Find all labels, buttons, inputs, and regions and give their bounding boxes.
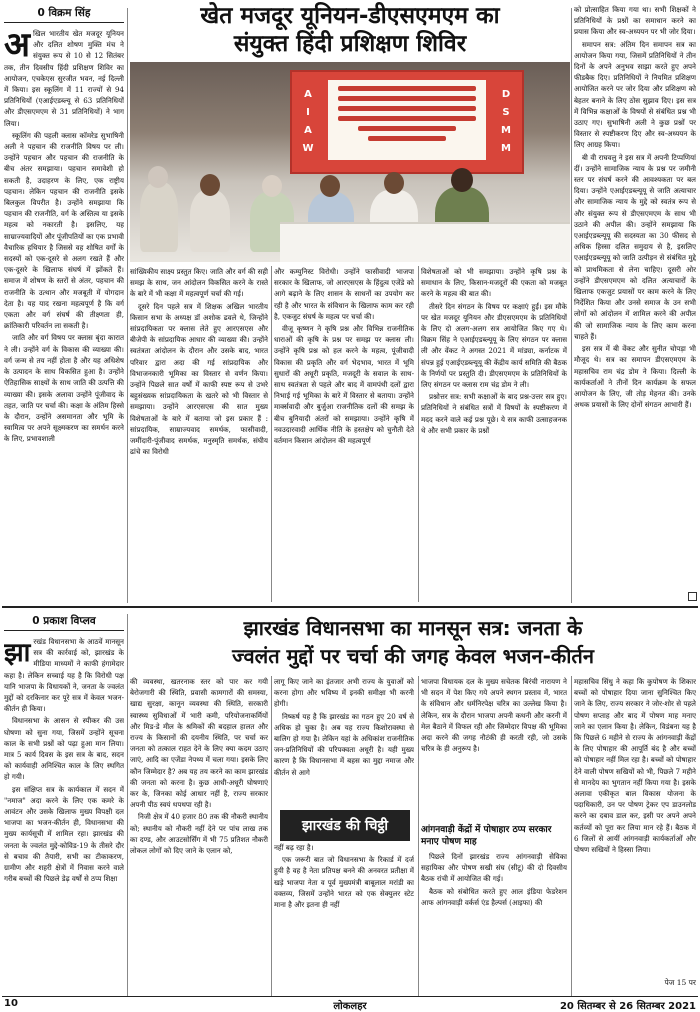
story2-dropcap: झा [4, 638, 31, 668]
masthead: लोकलहर [333, 1001, 367, 1012]
story2-col4b-para-2: बैठक को संबोधित करते हुए आल इंडिया फेडरेशन आफ आंगनवाड़ी वर्कर्स एंड हैल्पर्स (आइफा) की [421, 886, 567, 907]
story2-column-3-top [274, 676, 414, 806]
story1-col5-para-3: बी वी राघवलु ने इस सत्र में अपनी टिप्पणियां दीं। उन्होंने सामाजिक न्याय के प्रश्न पर जमीनी स्तर पर संघर्ष करने की आवश्यकता पर बल दिया। उन्होंने एआईएडब्ल्यूयू से जाति अत्याचार और सामाजिक न्याय के मुद्दे को स्वतंत्र रूप से और संयुक्त रूप से डीएसएमएम के साथ भी उठाने की अपील की। उन्होंने समझाया कि एआईएडब्ल्यूयू की सदस्यता का 30 फीसद से अधिक हिस्सा दलित समुदाय से है, इसलिए एआईएडब्ल्यूयू को जाति उत्पीड़न से संबंधित मुद्दे को प्राथमिकता से लेना चाहिए। दूसरी ओर उन्होंने डीएसएमएम को दलित अत्याचारों के खिलाफ एकजुट प्रयासों पर काम करने के लिए निर्देशित किया और उनसे समाज के उन सभी लोगों को आंदोलन में शामिल करने की अपील की जो सामाजिक न्याय के लिए काम करना चाहते हैं। [574, 152, 696, 341]
story2-col4a-para-1: भाजपा विधायक दल के मुख्य सचेतक बिरंची नारायण ने भी सदन में पेश किए गये अपने स्थगन प्रस्ताव में, भारत के संविधान और धर्मनिरपेक्ष चरित्र का उल्लेख किया है। लेकिन, सत्र के दौरान भाजपा अपनी कथनी और करनी में मेल बैठाने में विफल रही और जिम्मेदार विपक्ष की भूमिका अदा करने की जगह नौटंकी ही करती रही, जो उसके चरित्र के ही अनुरूप है। [421, 677, 567, 754]
story2-headline [130, 614, 696, 670]
continued-note: पेज 15 पर [664, 978, 696, 987]
story1-col1-para-1: खिल भारतीय खेत मजदूर यूनियन और दलित शोषण मुक्ति मंच ने संयुक्त रूप से 10 से 12 सितंबर तक, तीन दिवसीय हिंदी प्रशिक्षण शिविर का आयोजन, एचकेएस सुरजीत भवन, नई दिल्ली में किया। इस स्कूलिंग में 11 राज्यों से 94 प्रतिनिधियों (एआईएडब्ल्यू से 63 प्रतिनिधियों और डीएसएमएम से 31 प्रतिनिधियों) ने भाग लिया। [4, 29, 124, 128]
story2-byline: 0 प्रकाश विप्लव [4, 614, 124, 631]
story1-column-5 [574, 4, 696, 598]
story2-column-5 [574, 676, 696, 976]
story1-col4-para-3: प्रश्नोत्तर सत्र: सभी कक्षाओं के बाद प्रश्न-उत्तर सत्र हुए। प्रतिनिधियों ने संबंधित सत्रों में विषयों के स्पष्टीकरण में मदद करने वाले कई प्रश्न पूछे। ये सत्र काफी उत्साहजनक थे और सभी प्रकार के प्रश्नों [421, 392, 567, 435]
story2-col2-para-1: की व्यवस्था, खतरनाक स्तर को पार कर गयी बेरोजगारी की स्थिति, प्रवासी कामगारों की समस्या, खाद्य सुरक्षा, कानून व्यवस्था की स्थिति, सरकारी स्वास्थ्य सुविधाओं में भारी कमी, परियोजनाकर्मियों और मिड-डे मील के श्रमिकों की बदहाल हालत और राज्य के किसानों की दयनीय स्थिति, पर चर्चा कर जनता को तत्काल राहत देने के लिए क्या कदम उठाए जाएं, आदि का एजेंडा नेपथ्य में चला गया। इसके लिए कौन जिम्मेदार है? अब यह तय करने का काम झारखंड की जनता को करना है। कुछ आधी-अधूरी घोषणाएं कर के, जिनका कोई आधार नहीं है, राज्य सरकार अपनी पीठ स्वयं थपथपा रही है। [130, 677, 268, 810]
sub-story [421, 820, 567, 993]
story1-column-3 [274, 266, 414, 602]
story1-col5-para-2: समापन सत्र: अंतिम दिन समापन सत्र का आयोजन किया गया, जिसमें प्रतिनिधियों ने तीन दिनों के अपने अनुभव साझा करते हुए अपने फीडबैक दिए। प्रतिनिधियों ने नियमित प्रशिक्षण आयोजित करने पर जोर दिया और प्रशिक्षण को बेहतर बनाने के लिए ठोस सुझाव दिए। इस सत्र में विभिन्न कक्षाओं के विषयों से संबंधित प्रश्न भी उठाए गए। सुभाषिनी अली ने कुछ प्रश्नों पर विस्तार से स्पष्टीकरण दिए और स्व-अध्ययन के लिए आग्रह किया। [574, 39, 696, 150]
story2-col1-para-1: रखंड विधानसभा के आठवें मानसून सत्र की कार्रवाई को, झारखंड के मीडिया माध्यमों ने काफी हंगामेदार कहा है। लेकिन सच्चाई यह है कि विरोधी पक्ष यानि भाजपा के विधायकों ने, जनता के ज्वलंत मुद्दों को दरकिनार कर पूरे सत्र में केवल भजन-कीर्तन ही किया। [4, 637, 124, 714]
story1-col2-para-1: सांख्यिकीय साक्ष्य प्रस्तुत किए। जाति और वर्ग की सही समझ के साथ, जन आंदोलन विकसित करने के रास्ते के बारे में भी कक्षा में महत्वपूर्ण चर्चा की गई। [130, 267, 268, 299]
story1-headline [130, 2, 570, 58]
story1-headline-line2: संयुक्त हिंदी प्रशिक्षण शिविर [233, 31, 467, 57]
story1-column-4 [421, 266, 567, 602]
story2-col4b-para-1: पिछले दिनों झारखंड राज्य आंगनवाड़ी सेविका सहायिका और पोषण सखी संघ (सीटू) की दो दिवसीय बैठक रांची में आयोजित की गई। [421, 852, 567, 884]
event-banner: D S M M A I A W [290, 70, 524, 174]
story2-col1-para-3: इस संक्षिप्त सत्र के कार्यकाल में सदन में "नमाज" अदा करने के लिए एक कमरे के आवंटन और उसके खिलाफ मुख्य विपक्षी दल भाजपा का भजन-कीर्तन ही, विधानसभा की मुख्य कार्यसूची में शामिल रहा। झारखंड की जनता के ज्वलंत मुद्दे-कोविड-19 के तीसरे दौर से बचाव की तैयारी, सभी का टीकाकरण, ग्रामीण और शहरी क्षेत्रों में निवास करने वाले गरीब बच्चों की पिछले डेढ़ वर्षों से ठप्प शिक्षा [4, 784, 124, 884]
story1-col5-para-1: को प्रोत्साहित किया गया था। सभी शिक्षकों ने प्रतिनिधियों के प्रश्नों का समाधान करने का प्रयास किया और स्व-अध्ययन पर भी जोर दिया। [574, 5, 696, 37]
story2-col1-para-2: विधानसभा के आसन से स्पीकर की उस घोषणा को सुना गया, जिसमें उन्होंने सूचना काल के सभी प्रश्नों को पढ़ा हुआ मान लिया। मात्र 5 कार्य दिवस के इस सत्र के बाद, सदन को कार्यवाही अनिश्चित काल के लिए स्थगित हो गयी। [4, 716, 124, 782]
story2-col3a-para-1: लागू किए जाने का इंतजार अभी राज्य के युवाओं को करना होगा और भविष्य में इनकी समीक्षा भी करनी होगी। [274, 677, 414, 709]
story1-col4-para-2: तीसरे दिन संगठन के विषय पर कक्षाएं हुईं। इस मौके पर खेत मजदूर यूनियन और डीएसएमएम के प्रतिनिधियों के लिए दो अलग-अलग सत्र आयोजित किए गए थे। विक्रम सिंह ने एआईएडब्ल्यूयू के लिए संगठन पर क्लास ली और वेंकट ने अगस्त 2021 में मांड्या, कर्नाटक में संपन्न हुई एआईएडब्ल्यूयू की केंद्रीय कार्य समिति की बैठक के निर्णयों पर प्रस्तुति दी। डीएसएमएम के प्रतिनिधियों के लिए संगठन पर क्लास राम चंद्र डोम ने ली। [421, 301, 567, 390]
story1-col2-para-2: दूसरे दिन पहले सत्र में शिक्षक अखिल भारतीय किसान सभा के अध्यक्ष डॉ अशोक ढवले थे, जिन्होंने सांप्रदायिकता पर क्लास लेते हुए आरएसएस और बीजेपी के सांप्रदायिक आधार की व्याख्या की। उन्होंने स्वतंत्रता आंदोलन के दौरान और उसके बाद, भारत परिवार द्वारा अदा की गई सांप्रदायिक और विभाजनकारी भूमिका का विस्तार से वर्णन किया। उन्होंने पिछले सात वर्षों में काफी स्पष्ट रूप से उभरे बहुसंख्यक सांप्रदायिकता के खतरे को भी विस्तार से समझाया। उन्होंने आरएसएस की सात मुख्य विशेषताओं के बारे में बताया जो इस प्रकार हैं : सांप्रदायिक, साम्राज्यवाद समर्थक, फासीवादी, जमींदारी-पूंजीवाद समर्थक, मनुस्मृति समर्थक, संघीय ढांचे का विरोधी [130, 301, 268, 457]
story2-col5-para-1: महासचिव सिंधु ने कहा कि कुपोषण के शिकार बच्चों को पोषाहार दिया जाना सुनिश्चित किए जाने के लिए, राज्य सरकार ने जोर-शोर से पहले पोषण सप्ताह और बाद में पोषण माह मनाए जाने का एलान किया है। लेकिन, विडंबना यह है कि पिछले 6 महीने से राज्य के आंगनवाड़ी केंद्रों के लिए पोषाहार की आपूर्ति बंद है और बच्चों को पोषाहार नहीं मिल रहा है। बच्चों को पोषाहार देने वाली पोषण सखियों को भी, पिछले 7 महीने से मानदेय का भुगतान नहीं किया गया है। इसके अलावा एकीकृत बाल विकास योजना के पदाधिकारी, उन पर पोषण ट्रेकर एप डाउनलोड करने का दबाव डाल कर, इसी पर अपने अपने कर्तव्यों को पूरा कर लिया मान रहे हैं। बैठक में 6 जिलों से आयीं आंगनवाड़ी कार्यकर्ताओं और पोषण सखियों ने हिस्सा लिया। [574, 677, 696, 855]
story1-col5-para-4: इस सत्र में बी वेंकट और सुनीत चोपड़ा भी मौजूद थे। सत्र का समापन डीएसएमएम के महासचिव राम चंद्र डोम ने किया। दिल्ली के कार्यकर्ताओं ने तीनों दिन कार्यक्रम के सफल आयोजन के लिए, जी तोड़ मेहनत की। उनके अथक प्रयासों के लिए दोनों संगठन आभारी हैं। [574, 344, 696, 410]
story2-column-1 [4, 636, 124, 996]
story1-col3-para-1: और कम्युनिस्ट विरोधी। उन्होंने फासीवादी भाजपा सरकार के खिलाफ, जो आरएसएस के हिंदुत्व एजेंडे को आगे बढ़ाने के लिए शासन के साधनों का उपयोग कर रही है और भारत के संविधान के खिलाफ काम कर रही है, एकजुट संघर्ष के महत्व पर चर्चा की। [274, 267, 414, 321]
story1-column-2 [130, 266, 268, 602]
story1-dropcap: अ [4, 28, 30, 65]
story1-col1-para-3: जाति और वर्ग विषय पर क्लास बृंदा कारात ने ली। उन्होंने वर्ग के विकास की व्याख्या की। वर्ग जन्म से तय नहीं होता है और यह अधिशेष के उत्पादन के साथ विकसित हुआ है। उन्होंने ऐतिहासिक साक्ष्यों के साथ जाति की उत्पत्ति की व्याख्या की। इसके अलावा उन्होंने पूंजीवाद के तहत, जाति पर चर्चा की। कक्षा के अंतिम हिस्से के दौरान, उन्होंने असमानता और भूमि के स्वामित्व पर अपने सूक्ष्मकरण का समर्थन करने के लिए, प्रभावशाली [4, 333, 124, 444]
story1-col3-para-2: वीजू कृष्णन ने कृषि प्रश्न और विभिन्न राजनीतिक धाराओं की कृषि के प्रश्न पर समझ पर क्लास ली। उन्होंने कृषि प्रश्न को हल करने के महत्व, पूंजीवादी विकास की प्रकृति और वर्ग भेदभाव, भारत में भूमि सुधारों की अधूरी प्रकृति, मजदूरी के सवाल के साथ-साथ स्वतंत्रता से पहले और बाद में वामपंथी दलों द्वारा निभाई गई भूमिका के बारे में विस्तार से बताया। उन्होंने मार्क्सवादी और बुर्जुआ राजनीतिक दलों की समझ के बीच बुनियादी अंतरों को समझाया। उन्होंने कृषि में नवउदारवादी आर्थिक नीति के हस्तक्षेप को चुनौती देते वर्तमान किसान आंदोलन की महत्वपूर्ण [274, 324, 414, 446]
story2-col2-para-2: निजी क्षेत्र में 40 हजार 80 तक की नौकरी स्थानीय को; स्थानीय को नौकरी नहीं देने पर पांच लाख तक का दण्ड, और आउटसोर्सिंग में भी 75 प्रतिशत नौकरी लोकल लोगों को दिए जाने के एलान को, [130, 812, 268, 856]
story2-col3b-para-2: एक जरूरी बात जो विधानसभा के रिकार्ड में दर्ज हुयी है वह है नेता प्रतिपक्ष बनने की अनवरत प्रतीक्षा में खड़े भाजपा नेता व पूर्व मुख्यमंत्री बाबूलाल मरांडी का वक्तव्य, जिसमें उन्होंने भारत को एक सेक्युलर स्टेट माना है और इतना ही नहीं [274, 855, 414, 910]
boxed-title: झारखंड की चिट्ठी [280, 810, 410, 841]
story1-col1-para-2: स्कूलिंग की पहली क्लास कॉमरेड सुभाषिनी अली ने पहचान की राजनीति विषय पर ली। उन्होंने पहचान और पहचान की राजनीति के बीच अंतर समझाया। पहचान समावेशी हो सकती है, उदाहरण के लिए, एक राष्ट्रीय पहचान। लेकिन पहचान की राजनीति इसके बिलकुल विपरीत है। उन्होंने समझाया कि पहचान की राजनीति, वर्ग के अस्तित्व या इसके महत्व को नकारती है। इसलिए, यह साम्राज्यवादियों और पूंजीपतियों का एक प्रभावी वैचारिक हथियार है जिससे वह शोषित वर्गों के सदस्यों को एक-दूसरे से अलग रखते हैं और एक-दूसरे के खिलाफ संघर्ष में झोंकते हैं। समाज में शोषण के स्तरों से अंतर, पहचान की राजनीति के उत्थान और मजबूती में योगदान देता है। यह याद रखना महत्वपूर्ण है कि वर्ग एकता और वर्ग संघर्ष की तीक्ष्णता ही, क्रांतिकारी परिवर्तन ला सकती है। [4, 130, 124, 331]
story2-headline-line1: झारखंड विधानसभा का मानसून सत्र: जनता के [243, 616, 583, 640]
story2-headline-line2: ज्वलंत मुद्दों पर चर्चा की जगह केवल भजन-कीर्तन [232, 644, 594, 668]
story1-byline: 0 विक्रम सिंह [4, 6, 124, 23]
story2-col3b-para-1: नहीं बढ़ रहा है। [274, 843, 314, 852]
issue-date: 20 सितम्बर से 26 सितम्बर 2021 [559, 1001, 696, 1012]
sub-story-title: आंगनवाड़ी केंद्रों में पोषाहार ठप्प सरकार मनाए पोषण माह [421, 825, 552, 847]
story1-col4-para-1: विशेषताओं को भी समझाया। उन्होंने कृषि प्रश्न के समाधान के लिए, किसान-मजदूरों की एकता को मजबूत करने के महत्व की बात की। [421, 267, 567, 299]
story2-column-4-bottom [421, 851, 567, 993]
story1-photo [130, 62, 570, 262]
story2-column-4-top [421, 676, 567, 806]
page-number: 10 [4, 998, 18, 1009]
story1-headline-line1: खेत मजदूर यूनियन-डीएसएमएम का [200, 3, 500, 29]
story2-col3a-para-2: निष्कर्ष यह है कि झारखंड का गठन हुए 20 वर्ष से अधिक हो चुका है। अब यह राज्य किशोरावस्था से बालिग हो गया है। लेकिन यहां के अधिकांश राजनीतिक जन-प्रतिनिधियों की परिपक्वता अधूरी है। यही मुख्य कारण है कि विधानसभा में बहस का मुद्दा नमाज और कीर्तन से आगे [274, 711, 414, 777]
end-mark-icon [688, 592, 697, 601]
story2-column-3-bottom [274, 842, 414, 996]
story1-column-1 [4, 28, 124, 601]
story2-column-2 [130, 676, 268, 996]
